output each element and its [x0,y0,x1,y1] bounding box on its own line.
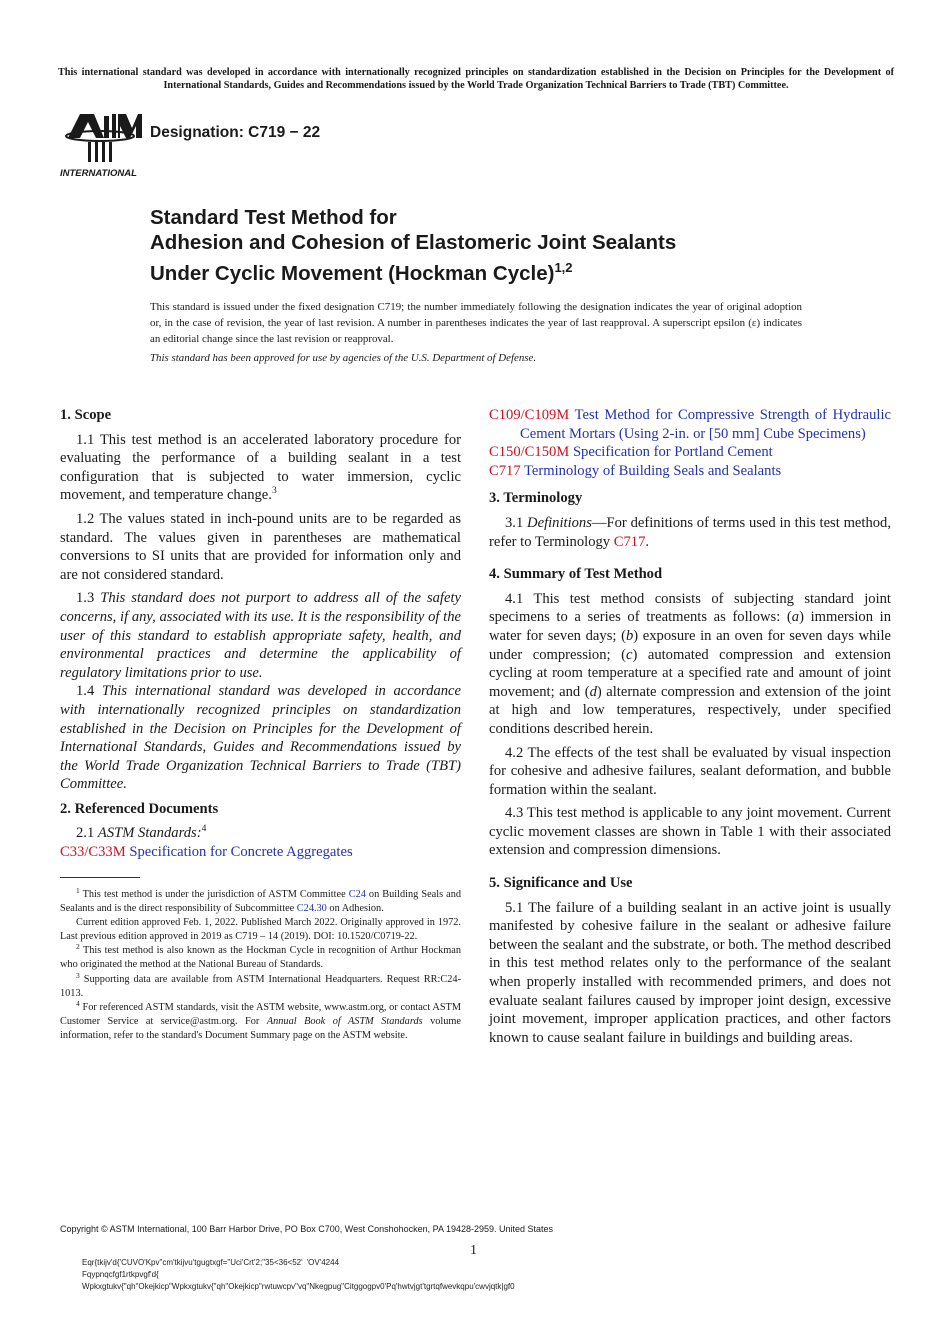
ref-c150[interactable] [489,443,891,462]
footnote-3: $^3$ Supporting data are available from ASTM International Headquarters. Request RR:C24-1013. [60,970,461,999]
footnote-divider [60,877,140,878]
paragraph-5-1: 5.1 The failure of a building sealant in an active joint is usually manifested by cohesive failure in the sealant or adhesive failure between the sealant and the substrate, or both. The method described in this test method relates only to the performance of the sealant when properly installed with recommended primers, and does not evaluate sealant failures caused by improper joint design, excessive joint movement, improper application practices, and other factors known to cause sealant failure in buildings and building areas. [489,899,891,1046]
download-watermark [82,1257,515,1293]
dod-approval-note: This standard has been approved for use by agencies of the U.S. Department of Defense. [150,352,537,364]
ref-c717[interactable] [489,462,891,481]
logo-international-text: INTERNATIONAL [60,168,137,179]
right-column [489,406,891,1047]
ref-c109[interactable] [489,406,891,443]
summary-heading: 4. Summary of Test Method [489,566,663,583]
left-column [60,406,461,862]
footnote-4: $^4$ For referenced ASTM standards, visit the ASTM website, www.astm.org, or contact ASTM Customer Service at service@astm.org. For Annual Book of ASTM Standards volume information, refer to the standard's Document Summary page on the ASTM website. [60,998,462,1041]
footnote-ref-4: 4 [201,824,207,835]
document-title [150,205,870,286]
download-line-3: Wpkxgtukv{"qh"Okejkicp"Wpkxgtukv{"qh"Okejkicp"rwtuwcpv"vq"Nkegpug"Citggogpv0'Pq'hwtvjgt'tgrtqfwevkqpu'cwvjqtk|gf0 [82,1282,515,1291]
significance-heading: 5. Significance and Use [489,875,633,892]
committee-c24-link[interactable]: C24 [348,889,366,900]
ref-title-link: Specification for Concrete Aggregates [129,844,353,861]
paragraph-4-2: 4.2 The effects of the test shall be evaluated by visual inspection for cohesive and adhesive failures, sealant deformation, and bubble formation within the sealant. [489,744,891,798]
designation: Designation: C719 − 22 [150,124,321,141]
title-footnote-marker: 1,2 [554,260,573,275]
ref-title-link: Specification for Portland Cement [572,444,773,461]
paragraph-1-2: 1.2 The values stated in inch-pound units are to be regarded as standard. The values given in parentheses are mathematical conversions to SI units that are provided for information only and are not considered standard. [60,510,461,583]
ref-code-link: C150/C150M [489,444,570,461]
title-line-1: Standard Test Method for [150,206,397,229]
footnote-ref-3: 3 [271,486,277,497]
download-line-2: Fqypnqcfgf1rtkpvgf'd{ [82,1270,159,1279]
ref-title-link: Test Method for Compressive Strength of Hydraulic Cement Mortars (Using 2-in. or [50 mm] Cube Specimens) [520,407,891,442]
terminology-c717-link[interactable]: C717 [613,533,646,550]
astm-logo [60,108,142,180]
edition-note: Current edition approved Feb. 1, 2022. Published March 2022. Originally approved in 1972. Last previous edition approved in 2019 as C719 – 14 (2019). DOI: 10.1520/C0719-22. [60,917,461,943]
scope-heading: 1. Scope [60,407,112,423]
paragraph-1-3: 1.3 This standard does not purport to address all of the safety concerns, if any, associated with its use. It is the responsibility of the user of this standard to establish appropriate safety, health, and environmental practices and determine the applicability of regulatory limitations prior to use. [60,590,461,681]
paragraph-1-1: 1.1 This test method is an accelerated laboratory procedure for evaluating the performance of a building sealant in a test configuration that is subjected to water immersion, cyclic movement, and temperature change.$^3$ [60,431,461,504]
ref-code-link: C109/C109M [489,407,570,423]
footnotes [60,888,461,1043]
ref-title-link: Terminology of Building Seals and Sealants [524,462,782,479]
page-number: 1 [470,1243,477,1258]
international-standard-note: This international standard was developed in accordance with internationally recognized principles on standardization established in the Decision on Principles for the Development of International Standards, Guides and Recommendations issued by the World Trade Organization Technical Barriers to Trade (TBT) Committee. [58,67,894,91]
ref-code-link: C717 [489,462,521,479]
paragraph-1-4: 1.4 This international standard was developed in accordance with internationally recognized principles on standardization established in the Decision on Principles for the Development of International Standards, Guides and Recommendations issued by the World Trade Organization Technical Barriers to Trade (TBT) Committee. [60,683,461,793]
issue-note: This standard is issued under the fixed designation C719; the number immediately following the designation indicates the year of original adoption or, in the case of revision, the year of last revision. A number in parentheses indicates the year of last reapproval. A superscript epsilon (ε) indicates an editorial change since the last revision or reapproval. [150,301,802,345]
paragraph-3-1: 3.1 Definitions—For definitions of terms used in this test method, refer to Terminology C717. [489,514,891,550]
download-line-1: Eqr{tkijv'd{'CUVO'Kpv"cm'tkijvu'tgugtxgf="Uci'Crt'2;"35<36<52' 'OV'4244 [82,1258,340,1267]
referenced-documents-heading: 2. Referenced Documents [60,800,219,817]
ref-code-link: C33/C33M [60,844,126,861]
title-line-2: Adhesion and Cohesion of Elastomeric Joint Sealants [150,231,677,254]
paragraph-4-1: 4.1 This test method consists of subjecting standard joint specimens to a series of treatments as follows: (a) immersion in water for seven days; (b) exposure in an oven for seven days while under compression; (c) automated compression and extension cycling at room temperature at a specified rate and amount of joint movement; and (d) alternate compression and extension of the joint at high and low temperatures, respectively, under specified conditions described herein. [489,590,891,737]
terminology-heading: 3. Terminology [489,490,583,507]
paragraph-4-3: 4.3 This test method is applicable to any joint movement. Current cyclic movement classes are shown in Table 1 with their associated extension and compression dimensions. [489,805,891,859]
paragraph-2-1: 2.1 ASTM Standards:$^4$ [76,824,207,842]
footnote-1: $^1$ This test method is under the jurisdiction of ASTM Committee C24 on Building Seals and Sealants and is the direct responsibility of Subcommittee C24.30 on Adhesion. [60,886,461,915]
footnote-2: $^2$ This test method is also known as the Hockman Cycle in recognition of Arthur Hockman who originated the method at the National Bureau of Standards. [60,942,462,971]
title-line-3 [150,255,870,286]
ref-c33[interactable] [60,843,461,862]
title-line-3-text: Under Cyclic Movement (Hockman Cycle) [150,262,555,285]
copyright-notice: Copyright © ASTM International, 100 Barr Harbor Drive, PO Box C700, West Conshohocken, PA 19428-2959. United States [60,1224,554,1234]
subcommittee-c24-30-link[interactable]: C24.30 [296,903,327,915]
